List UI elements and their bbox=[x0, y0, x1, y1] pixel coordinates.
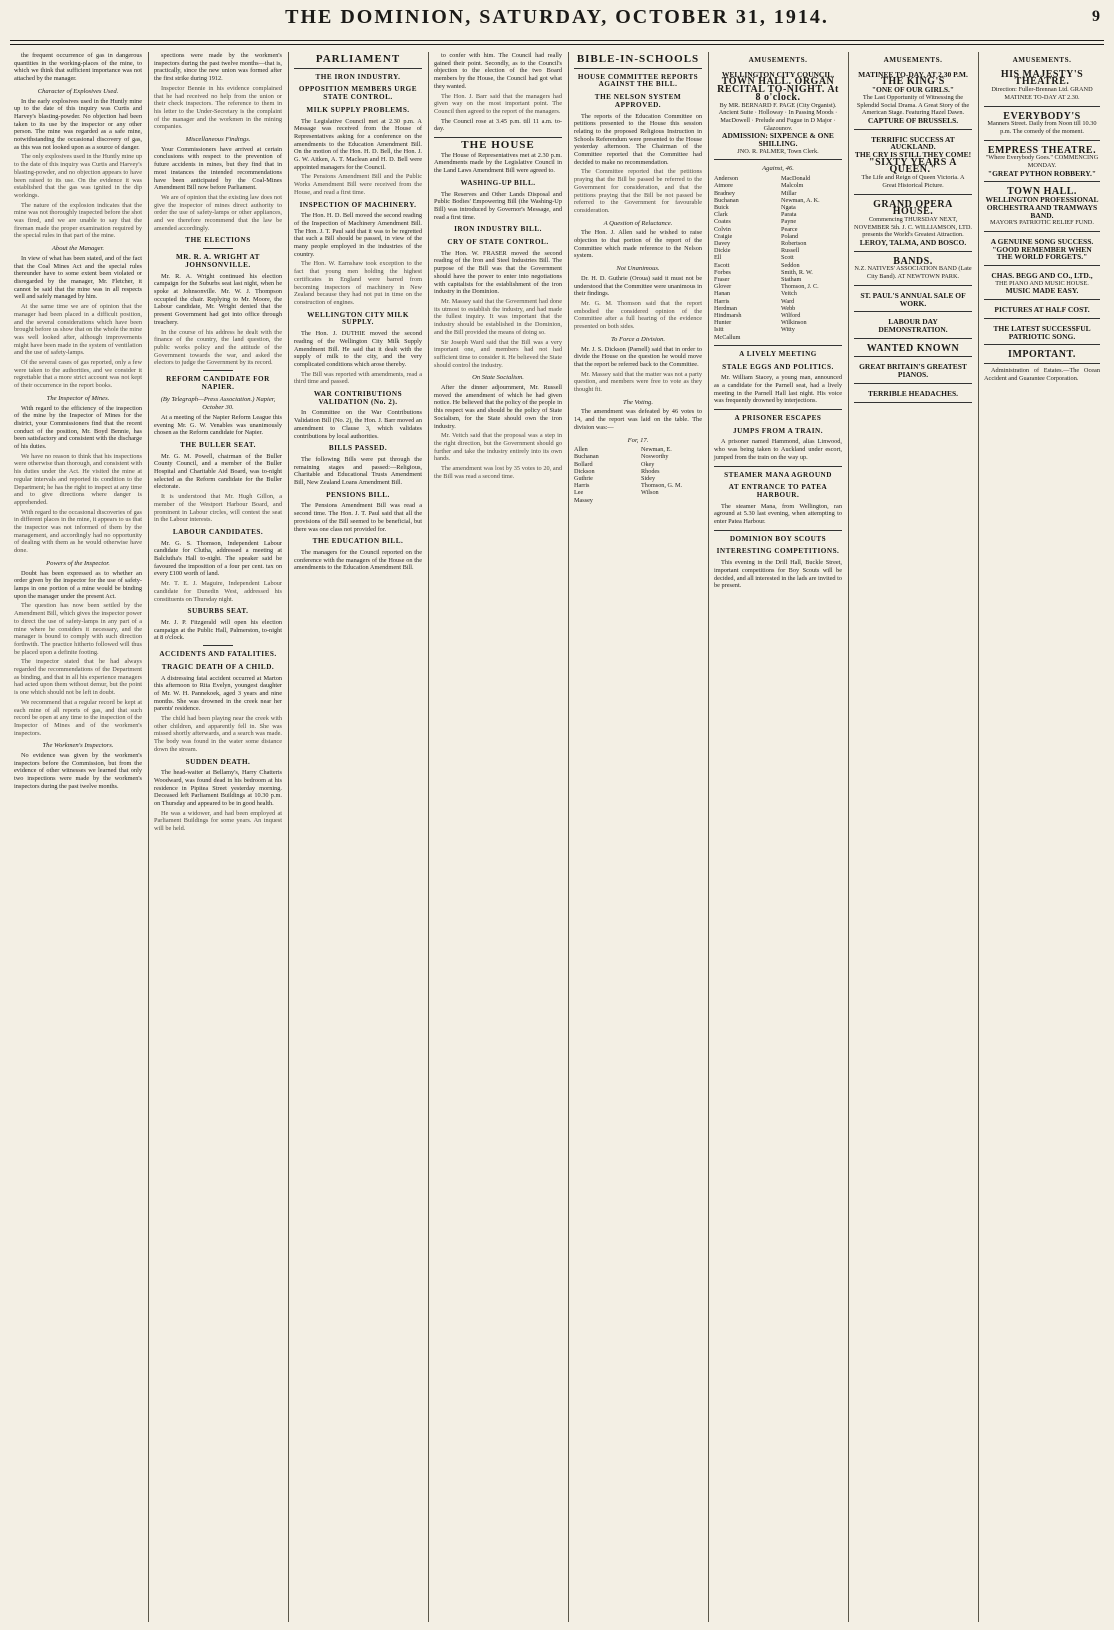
paragraph: spections were made by the workmen's inspectors during the past twelve months—that is, practically, since the new union was formed after the first strike during 1912. bbox=[154, 52, 282, 83]
article-heading: WAR CONTRIBUTIONS VALIDATION (No. 2). bbox=[313, 390, 403, 406]
member-name: Forbes bbox=[714, 268, 731, 276]
body-filler: Mr. T. E. J. Maguire, Independent Labour candidate for Dunedin West, addressed his constituents on Thursday night. bbox=[154, 580, 282, 603]
column-6 bbox=[710, 52, 846, 1622]
member-name: Buchanan bbox=[714, 196, 739, 204]
ad-wanted-known: WANTED KNOWN bbox=[854, 342, 972, 358]
ad-song-success: A GENUINE SONG SUCCESS. "GOOD REMEMBER WHEN THE WORLD FORGETS." bbox=[984, 235, 1100, 266]
member-name: Escott bbox=[714, 261, 730, 269]
member-name: Pearce bbox=[781, 225, 798, 233]
body-filler: Of the several cases of gas reported, only a few were taken to the authorities, and we consider it regrettable that a more strict account was not kept of their occurrence in the report books. bbox=[14, 359, 142, 390]
article-heading: IRON INDUSTRY BILL. bbox=[454, 225, 542, 234]
dateline: (By Telegraph—Press Association.) Napier, October 30. bbox=[160, 396, 276, 412]
member-name: Buchanan bbox=[574, 453, 599, 461]
member-name: Newman, E. bbox=[641, 446, 672, 454]
paragraph: Dr. H. D. Guthrie (Oroua) said it must not be understood that the Committee were unanimous in their findings. bbox=[574, 274, 702, 298]
body-filler: Mr. G. M. Thomson said that the report embodied the considered opinion of the Committee after a full hearing of the evidence presented on both sides. bbox=[574, 299, 702, 331]
body-filler: The Hon. W. Earnshaw took exception to the fact that young men holding the highest certificates in England were barred from becoming inspectors of machinery in New Zealand because they had not put in time on the construction of engines. bbox=[294, 260, 422, 306]
paragraph: Mr. G. M. Powell, chairman of the Buller County Council, and a member of the Buller Hospital and Charitable Aid Board, was to-night selected as the Reform candidate for the Buller electorate. bbox=[154, 452, 282, 491]
paragraph: The head-waiter at Bellamy's, Harry Chatteris Woodward, was found dead in his bedroom at his residence in Pipitea Street yesterday morning. Deceased left Parliament Buildings at 10.30 p.m. on Thursday and appeared to be in good health. bbox=[154, 769, 282, 808]
member-name: Isitt bbox=[714, 326, 724, 334]
article-heading: TRAGIC DEATH OF A CHILD. bbox=[161, 662, 275, 671]
paragraph: Mr. R. A. Wright continued his election campaign for the Suburbs seat last night, when he spoke at Johnsonville. Mr. W. J. Thompson occupied the chair. Replying to Mr. Moore, the Labour candidate, Mr. Wright denied that the present Government had got into office through treachery. bbox=[154, 272, 282, 326]
ad-bands: BANDS. N.Z. NATIVES' ASSOCIATION BAND (Late City Band). AT NEWTOWN PARK. bbox=[854, 255, 972, 286]
member-name: Bollard bbox=[574, 460, 593, 468]
paragraph: No evidence was given by the workmen's inspectors before the Commission, but from the evidence of other witnesses we learned that only two inspections were made by the workmen's inspectors during the past twelve months. bbox=[14, 752, 142, 790]
newspaper-title: THE DOMINION, SATURDAY, OCTOBER 31, 1914. bbox=[285, 6, 829, 28]
body-filler: We recommend that a regular record be kept at each mine of all reports of gas, and that such record be open at any time to the inspection of the Inspector of Mines and of the workmen's inspectors. bbox=[14, 698, 142, 737]
member-name: Ward bbox=[781, 297, 795, 305]
article-heading: THE BULLER SEAT. bbox=[180, 440, 256, 449]
paragraph: This evening in the Drill Hall, Buckle Street, important competitions for Boy Scouts will be decided, and all interested in the lads are invited to be present. bbox=[714, 559, 842, 590]
body-filler: The nature of the explosion indicates that the mine was not thoroughly inspected before the shot was fired, and we are unable to say that the fireman made the proper examination required by the special rules in that part of the mine. bbox=[14, 201, 142, 240]
member-name: Herdman bbox=[714, 304, 738, 312]
paragraph: A distressing fatal accident occurred at Marton this afternoon to Rita Evelyn, youngest daughter of Mr. W. H. Pannekoek, aged 3 years and nine months. She was drowned in the creek near her parents' residence. bbox=[154, 674, 282, 713]
member-name: Newman, A. K. bbox=[781, 196, 820, 204]
body-filler: The Hon. J. Barr said that the managers had given way on the most important point. The Council then agreed to the report of the managers. bbox=[434, 92, 562, 115]
paragraph: The following Bills were put through the remaining stages and passed:—Religious, Charitable and Educational Trusts Amendment Bill, New Zealand Loans Amendment Bill. bbox=[294, 455, 422, 487]
paragraph: In view of what has been stated, and of the fact that the Coal Mines Act and the special rules thereunder have to some extent been violated or disregarded by the manager, Mr. Fletcher, it cannot be said that the mine was in all respects well and safely managed by him. bbox=[14, 254, 142, 301]
column-5 bbox=[570, 52, 706, 1622]
article-heading: LABOUR CANDIDATES. bbox=[172, 527, 264, 536]
article-heading: INTERESTING COMPETITIONS. bbox=[716, 547, 840, 556]
ad-st-pauls: ST. PAUL'S ANNUAL SALE OF WORK. bbox=[854, 289, 972, 312]
amusements-heading: AMUSEMENTS. bbox=[883, 56, 943, 64]
ad-empress: EMPRESS THEATRE. "Where Everybody Goes." COMMENCING MONDAY. "GREAT PYTHON ROBBERY." bbox=[984, 144, 1100, 183]
member-name: Poland bbox=[781, 232, 799, 240]
article-heading: THE NELSON SYSTEM APPROVED. bbox=[594, 93, 682, 109]
member-name: Seddon bbox=[781, 261, 800, 269]
paragraph: In the early explosives used in the Huntly mine up to the date of this inquiry was Curtis and Harvey's blasting-powder. No objection had been taken to its use by the inspector or any other person. The mine was regarded as a safe mine, notwithstanding the occasional discovery of gas, as this was not looked upon as a source of danger. bbox=[14, 97, 142, 151]
column-divider bbox=[848, 52, 849, 1622]
section-heading: THE ELECTIONS bbox=[185, 236, 251, 245]
column-2 bbox=[150, 52, 286, 1622]
paragraph: The amendment was defeated by 46 votes to 14, and the report was laid on the table. The division was:— bbox=[574, 408, 702, 431]
member-name: Bradney bbox=[714, 189, 735, 197]
article-heading: WELLINGTON CITY MILK SUPPLY. bbox=[307, 310, 409, 327]
paragraph: The managers for the Council reported on the conference with the managers of the House on the amendments to the Education Amendment Bill. bbox=[294, 548, 422, 572]
member-name: Thomson, G. M. bbox=[641, 482, 683, 490]
member-name: Harris bbox=[574, 482, 590, 490]
member-name: Fraser bbox=[714, 275, 730, 283]
member-name: Craigie bbox=[714, 232, 733, 240]
ad-pictures: PICTURES AT HALF COST. bbox=[984, 303, 1100, 319]
member-name: Parata bbox=[781, 211, 797, 219]
article-heading: OPPOSITION MEMBERS URGE STATE CONTROL. bbox=[298, 85, 418, 102]
amusements-heading: AMUSEMENTS. bbox=[1012, 56, 1072, 64]
member-name: Glover bbox=[714, 283, 732, 291]
ad-kings-theatre: MATINEE TO-DAY, AT 2.30 P.M. THE KING'S "ONE OF OUR GIRLS." The Last Opportunity of Witnessing the Splendid Social Drama. A Great Story of the American Stage. Featuring Hazel Dawn. CAPTURE OF BRUSSELS. bbox=[854, 68, 972, 130]
division-label: For, 17. bbox=[627, 436, 649, 444]
paragraph: With regard to the efficiency of the inspection of the mine by the Inspector of Mines for the district, your Commissioners find that the recent conduct of the position, Mr. Boyd Bennie, has been satisfactory and consistent with the discharge of his duties. bbox=[14, 404, 142, 451]
column-divider bbox=[978, 52, 979, 1622]
member-name: Thomson, J. C. bbox=[781, 283, 819, 291]
subheading: Not Unanimous. bbox=[616, 265, 660, 273]
paragraph: to confer with him. The Council had really gained their point. Secondly, as to the Council's objection to the election of the two Board members by the House, the Council had got what they wanted. bbox=[434, 52, 562, 90]
subheading: Miscellaneous Findings. bbox=[185, 136, 251, 144]
subheading: On State Socialism. bbox=[472, 374, 524, 382]
member-name: Allen bbox=[574, 446, 588, 454]
article-heading: PENSIONS BILL. bbox=[326, 490, 390, 499]
closing-line: The Council rose at 3.45 p.m. till 11 a.m. to-day. bbox=[434, 117, 562, 133]
body-filler: The Pensions Amendment Bill and the Public Works Amendment Bill were received from the House, and read a first time. bbox=[294, 173, 422, 196]
member-name: Millar bbox=[781, 189, 797, 197]
subheading: A Question of Reluctance. bbox=[603, 219, 673, 227]
column-7 bbox=[850, 52, 976, 1622]
paragraph: Mr. J. S. Dickson (Parnell) said that in order to divide the House on the question he would move that the report be referred back to the Committee. bbox=[574, 345, 702, 368]
member-name: Anderson bbox=[714, 175, 739, 183]
body-filler: The only explosives used in the Huntly mine up to the date of this inquiry was Curtis and Harvey's blasting-powder, and no objection appears to have been raised to its use. On the evidence it was established that the gas was ignited in the dip workings. bbox=[14, 153, 142, 199]
body-filler: Sir Joseph Ward said that the Bill was a very important one, and members had not had sufficient time to consider it. He believed the State should control the industry. bbox=[434, 338, 562, 369]
member-name: Malcolm bbox=[781, 182, 804, 190]
subheading: The Voting. bbox=[622, 398, 654, 406]
member-name: Hindmarsh bbox=[714, 312, 742, 319]
member-name: Wilford bbox=[781, 312, 801, 319]
member-name: Buick bbox=[714, 203, 729, 211]
column-divider bbox=[148, 52, 149, 1622]
article-heading: BILLS PASSED. bbox=[328, 444, 388, 453]
member-name: Colvin bbox=[714, 225, 731, 233]
section-title: BIBLE-IN-SCHOOLS bbox=[576, 53, 700, 65]
masthead-rule-top bbox=[10, 40, 1104, 41]
body-filler: At the same time we are of opinion that the manager had been placed in a difficult position, and the several considerations which have been brought before us show that on the whole the mine was well looked after, although improvements might have been made in the system of ventilation and the use of safety-lamps. bbox=[14, 303, 142, 357]
member-name: Nosworthy bbox=[641, 453, 669, 461]
paragraph: The Hon. H. D. Bell moved the second reading of the Inspection of Machinery Amendment Bill. The Hon. J. T. Paul said that it was to be regretted that such a Bill should be passed, in view of the many people employed in the industries of the country. bbox=[294, 212, 422, 258]
paragraph: Your Commissioners have arrived at certain conclusions with respect to the prevention of future accidents in mines, but they find that in most instances the intended recommendations have been anticipated by the Coal-Mines Amendment Bill now before Parliament. bbox=[154, 145, 282, 192]
paragraph: The Pensions Amendment Bill was read a second time. The Hon. J. T. Paul said that all the provisions of the Bill seemed to be beneficial, but there was one class not provided for. bbox=[294, 502, 422, 533]
member-name: Wilson bbox=[641, 489, 659, 497]
body-filler: Mr. Massey said that the Government had done its utmost to establish the industry, and had made the fullest inquiry. It was important that the industry should be established in the Dominion, and the Bill provided the means of doing so. bbox=[434, 297, 562, 336]
member-name: Webb bbox=[781, 304, 796, 312]
member-name: Scott bbox=[781, 254, 794, 262]
paragraph: Mr. G. S. Thomson, Independent Labour candidate for Clutha, addressed a meeting at Balclutha's Hall to-night. The speaker said he favoured the imposition of a four per cent. tax on every £100 worth of land. bbox=[154, 539, 282, 578]
article-heading: A PRISONER ESCAPES bbox=[734, 414, 822, 423]
member-name: Sidey bbox=[641, 475, 656, 483]
column-divider bbox=[428, 52, 429, 1622]
member-name: MacDonald bbox=[781, 175, 811, 183]
ad-pianos: GREAT BRITAIN'S GREATEST PIANOS. bbox=[854, 360, 972, 383]
body-filler: The Committee reported that the petitions praying that the Bill be passed be referred to the Government for consideration, and that the petitions praying that the Bill be not passed be referred to the Government for favourable consideration. bbox=[574, 168, 702, 214]
subheading: The Inspector of Mines. bbox=[46, 394, 110, 402]
ad-patriotic-song: THE LATEST SUCCESSFUL PATRIOTIC SONG. bbox=[984, 322, 1100, 345]
ad-terrific-success: TERRIFIC SUCCESS AT AUCKLAND. THE CRY IS STILL THEY COME! "SIXTY YEARS A QUEEN." The Life and Reign of Queen Victoria. A Great Historical Picture. bbox=[854, 133, 972, 195]
member-name: Hunter bbox=[714, 319, 732, 327]
paragraph: The Legislative Council met at 2.30 p.m. A Message was received from the House of Representatives asking for a conference on the amendments to the Education Amendment Bill. On the motion of the Hon. H. D. Bell, the Hon. J. G. W. Aitken, A. T. Maclean and H. D. Bell were appointed managers for the Council. bbox=[294, 117, 422, 171]
body-filler: He was a widower, and had been employed at Parliament Buildings for some years. An inquest will be held. bbox=[154, 809, 282, 833]
ad-town-hall: WELLINGTON CITY COUNCIL. TOWN HALL. ORGAN RECITAL TO-NIGHT. At 8 o'clock. By MR. BERNARD F. PAGE (City Organist). Ancient Suite · Holloway · In Passing Moods · MacDowell · Prelude and Fugue in D Major · Glazounov. ADMISSION: SIXPENCE & ONE SHILLING. JNO. R. PALMER, Town Clerk. bbox=[714, 68, 842, 161]
article-heading: CRY OF STATE CONTROL. bbox=[447, 238, 549, 247]
paragraph: At a meeting of the Napier Reform League this evening Mr. G. W. Venables was unanimously chosen as the Reform candidate for Napier. bbox=[154, 413, 282, 437]
subheading: About the Manager. bbox=[51, 245, 105, 253]
paragraph: The steamer Mana, from Wellington, ran aground at 5.30 last evening, when attempting to enter Patea Harbour. bbox=[714, 502, 842, 526]
body-filler: The Bill was reported with amendments, read a third time and passed. bbox=[294, 370, 422, 386]
section-title: THE HOUSE bbox=[461, 139, 535, 152]
member-name: Ngata bbox=[781, 203, 796, 211]
body-filler: We are of opinion that the existing law does not give the inspector of mines direct authority to order the use of safety-lamps or other appliances, and we therefore recommend that the law be amended accordingly. bbox=[154, 193, 282, 232]
column-8 bbox=[980, 52, 1104, 1622]
paragraph: After the dinner adjournment, Mr. Russell moved the amendment of which he had given notice. He believed that the policy of the people in this respect was and should be the policy of State Socialism, for the State should own the iron industry. bbox=[434, 384, 562, 430]
member-name: Clark bbox=[714, 211, 728, 219]
article-heading: THE IRON INDUSTRY. bbox=[315, 72, 401, 81]
article-heading: AT ENTRANCE TO PATEA HARBOUR. bbox=[728, 483, 828, 499]
against-names-list bbox=[714, 175, 842, 341]
section-heading: ACCIDENTS AND FATALITIES. bbox=[159, 650, 277, 659]
ad-headaches: TERRIBLE HEADACHES. bbox=[854, 387, 972, 403]
article-heading: STEAMER MANA AGROUND bbox=[724, 470, 832, 479]
member-name: Robertson bbox=[781, 239, 807, 247]
article-heading: A LIVELY MEETING bbox=[739, 349, 817, 358]
section-title: PARLIAMENT bbox=[315, 53, 401, 65]
member-name: Harris bbox=[714, 297, 730, 305]
paragraph: The Hon. J. Allen said he wished to raise objection to that portion of the report of the Committee which made reference to the Nelson system. bbox=[574, 229, 702, 260]
paragraph: The Hon. J. DUTHIE moved the second reading of the Wellington City Milk Supply Amendment Bill. He said that it dealt with the supply of milk to the city, and the very complicated conditions which arose thereby. bbox=[294, 330, 422, 368]
body-filler: With regard to the occasional discoveries of gas in different places in the mine, it appears to us that the inspector was not informed of them by the management, and accordingly had no opportunity of dealing with them as he would otherwise have done. bbox=[14, 508, 142, 555]
member-name: Massey bbox=[574, 496, 593, 504]
for-names-list bbox=[574, 446, 702, 504]
member-name: Coates bbox=[714, 218, 731, 226]
column-divider bbox=[568, 52, 569, 1622]
ad-labour-day: LABOUR DAY DEMONSTRATION. bbox=[854, 315, 972, 338]
ad-town-hall-orchestra: TOWN HALL. WELLINGTON PROFESSIONAL ORCHESTRA AND TRAMWAYS BAND. MAYOR'S PATRIOTIC RELIEF FUND. bbox=[984, 185, 1100, 232]
member-name: Davey bbox=[714, 239, 731, 247]
body-filler: The amendment was lost by 35 votes to 20, and the Bill was read a second time. bbox=[434, 465, 562, 480]
article-heading: SUDDEN DEATH. bbox=[185, 757, 251, 766]
column-4 bbox=[430, 52, 566, 1622]
paragraph: In Committee on the War Contributions Validation Bill (No. 2), the Hon. J. Barr moved an amendment to Clause 3, which validates contributions by local authorities. bbox=[294, 409, 422, 440]
member-name: Payne bbox=[781, 218, 797, 226]
body-filler: Mr. Massey said that the matter was not a party question, and members were free to vote as they thought fit. bbox=[574, 370, 702, 394]
article-heading: REFORM CANDIDATE FOR NAPIER. bbox=[166, 375, 270, 391]
subheading: Powers of the Inspector. bbox=[46, 559, 110, 567]
member-name: Lee bbox=[574, 489, 584, 497]
paragraph: the frequent occurrence of gas in dangerous quantities in the working-places of the mine, to which we think that sufficient importance was not attached by the manager. bbox=[14, 52, 142, 83]
article-heading: MR. R. A. WRIGHT AT JOHNSONVILLE. bbox=[176, 253, 260, 269]
subheading: Character of Explosives Used. bbox=[37, 87, 119, 95]
member-name: Okey bbox=[641, 460, 655, 468]
article-heading: THE EDUCATION BILL. bbox=[312, 537, 404, 546]
member-name: Guthrie bbox=[574, 475, 593, 483]
member-name: Atmore bbox=[714, 182, 733, 190]
member-name: Statham bbox=[781, 275, 802, 283]
paragraph: Mr. J. P. Fitzgerald will open his election campaign at the Public Hall, Palmerston, to-night at 8 o'clock. bbox=[154, 619, 282, 642]
page-number: 9 bbox=[1092, 8, 1100, 25]
masthead-rule-bottom bbox=[10, 44, 1104, 45]
masthead bbox=[0, 6, 1114, 40]
subheading: To Force a Division. bbox=[610, 335, 666, 343]
paragraph: Doubt has been expressed as to whether an order given by the inspector for the use of safety-lamps in one portion of a mine would be binding upon the manager under the present Act. bbox=[14, 569, 142, 600]
paragraph: A prisoner named Hammond, alias Linwood, who was being taken to Auckland under escort, jumped from the train on the way up. bbox=[714, 438, 842, 461]
member-name: Hanan bbox=[714, 290, 731, 298]
article-heading: JUMPS FROM A TRAIN. bbox=[732, 426, 824, 435]
column-divider bbox=[288, 52, 289, 1622]
body-filler: Inspector Bennie in his evidence complained that he had received no help from the union or their check inspectors. The reference to them in his letter to the Under-Secretary is the complaint of the manager and the workmen in the mining companies. bbox=[154, 84, 282, 131]
member-name: Smith, R. W. bbox=[781, 268, 813, 276]
column-divider bbox=[708, 52, 709, 1622]
ad-his-majestys: HIS MAJESTY'S THEATRE. Direction: Fuller-Brennan Ltd. GRAND MATINEE TO-DAY AT 2.30. bbox=[984, 68, 1100, 107]
article-heading: HOUSE COMMITTEE REPORTS AGAINST THE BILL. bbox=[577, 72, 699, 89]
member-name: Wilkinson bbox=[781, 319, 807, 327]
article-heading: WASHING-UP BILL. bbox=[460, 178, 536, 187]
ad-grand-opera-house: GRAND OPERA HOUSE. Commencing THURSDAY NEXT, NOVEMBER 5th. J. C. WILLIAMSON, LTD. presents the World's Greatest Attraction. LEROY, TALMA, AND BOSCO. bbox=[854, 198, 972, 252]
ad-important: IMPORTANT. bbox=[984, 348, 1100, 364]
body-filler: In the course of his address he dealt with the finance of the country, the land question, the public works policy and the attitude of the Government towards the war, and asked the electors to judge the Government by its record. bbox=[154, 328, 282, 367]
member-name: Ell bbox=[714, 254, 722, 262]
article-heading: MILK SUPPLY PROBLEMS. bbox=[306, 105, 410, 114]
member-name: Witty bbox=[781, 326, 795, 334]
article-heading: STALE EGGS AND POLITICS. bbox=[722, 362, 834, 371]
paragraph: The House of Representatives met at 2.30 p.m. Amendments made by the Legislative Council in the Land Laws Amendment Bill were agreed to. bbox=[434, 151, 562, 175]
article-heading: SUBURBS SEAT. bbox=[187, 607, 249, 616]
column-1 bbox=[10, 52, 146, 1622]
member-name: Veitch bbox=[781, 290, 797, 298]
paragraph: The Hon. W. FRASER moved the second reading of the Iron and Steel Industries Bill. The purpose of the Bill was that the Government should have the power to enter into negotiations with capitalists for the establishment of the iron industry in the Dominion. bbox=[434, 249, 562, 296]
ad-everybodys: EVERYBODY'S Manners Street. Daily from Noon till 10.30 p.m. The comedy of the moment. bbox=[984, 110, 1100, 141]
body-filler: It is understood that Mr. Hugh Gillon, a member of the Westport Harbour Board, and prominent in Labour circles, will contest the seat in the Labour interests. bbox=[154, 493, 282, 524]
division-label: Against, 46. bbox=[762, 165, 794, 173]
paragraph: The Reserves and Other Lands Disposal and Public Bodies' Empowering Bill (the Washing-Up Bill) was introduced by Governor's Message, and read a first time. bbox=[434, 190, 562, 221]
column-3 bbox=[290, 52, 426, 1622]
member-name: McCallum bbox=[714, 333, 741, 341]
paragraph: The reports of the Education Committee on petitions presented to the House this session relating to the proposed Religious Instruction in Schools Referendum were presented to the House yesterday afternoon. The Chairman of the Committee reported that the Committee had decided to make no recommendation. bbox=[574, 112, 702, 166]
body-filler: The child had been playing near the creek with other children, and apparently fell in. She was missed shortly afterwards, and a search was made. The body was found in the water some distance down the stream. bbox=[154, 715, 282, 753]
body-filler: We have no reason to think that his inspections were otherwise than thorough, and consistent with his duties under the Act. He visited the mine at regular intervals and reported its condition to the Department; he has the right to inspect at any time and to give directions where danger is apprehended. bbox=[14, 452, 142, 506]
ad-chas-begg: CHAS. BEGG AND CO., LTD., THE PIANO AND MUSIC HOUSE. MUSIC MADE EASY. bbox=[984, 269, 1100, 300]
paragraph: Administration of Estates.—The Ocean Accident and Guarantee Corporation. bbox=[984, 366, 1100, 382]
body-filler: Mr. Veitch said that the proposal was a step in the right direction, but the Government should go further and take the industry entirely into its own hands. bbox=[434, 432, 562, 463]
body-filler: The question has now been settled by the Amendment Bill, which gives the inspector power to direct the use of safety-lamps in any part of a mine where he considers it necessary, and the manager is bound to comply with such direction forthwith. The practice hitherto followed will thus be placed upon a definite footing. bbox=[14, 602, 142, 656]
body-filler: The inspector stated that he had always regarded the recommendations of the Department as binding, and that in all his experience managers had acted upon them without demur, but the point is one which should not be left in doubt. bbox=[14, 658, 142, 697]
subheading: The Workmen's Inspectors. bbox=[42, 742, 114, 750]
member-name: Rhodes bbox=[641, 467, 660, 475]
article-heading: INSPECTION OF MACHINERY. bbox=[299, 200, 417, 209]
member-name: Dickson bbox=[574, 467, 595, 475]
member-name: Dickie bbox=[714, 247, 731, 255]
amusements-heading: AMUSEMENTS. bbox=[748, 56, 808, 64]
paragraph: Mr. William Stacey, a young man, announced as a candidate for the Parnell seat, had a lively meeting in the Parnell Hall last night. His voice was frequently drowned by interjections. bbox=[714, 374, 842, 405]
article-heading: DOMINION BOY SCOUTS bbox=[729, 534, 827, 543]
member-name: Russell bbox=[781, 247, 800, 255]
